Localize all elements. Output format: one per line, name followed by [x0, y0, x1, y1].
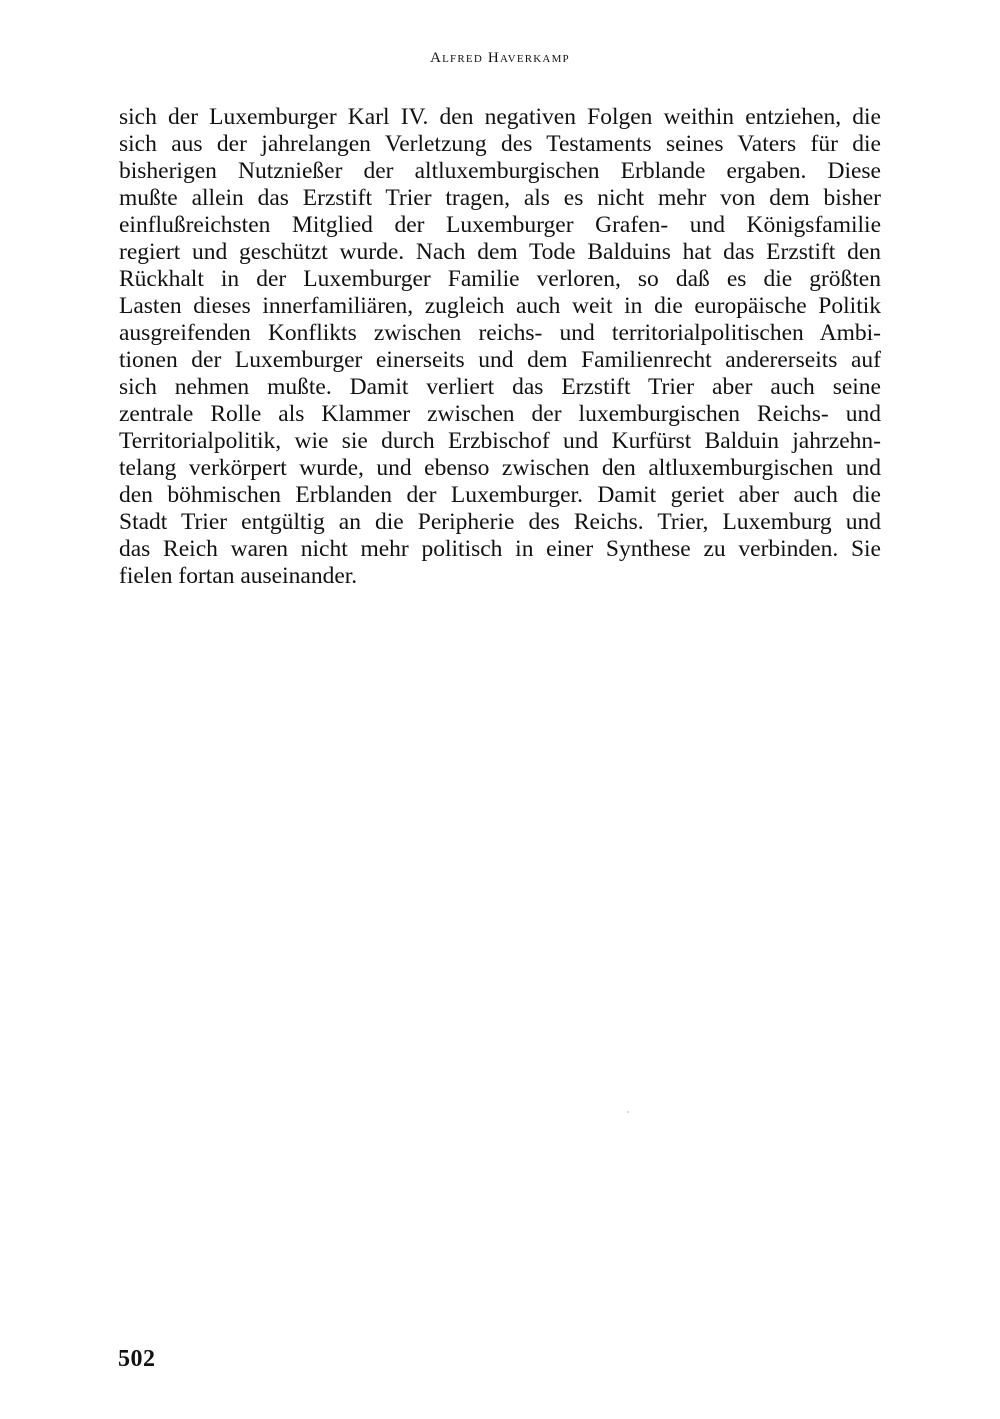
text-line: regiert und geschützt wurde. Nach dem Tode Balduins hat das Erzstift den — [119, 239, 881, 265]
text-line: ausgreifenden Konflikts zwischen reichs- und territorialpolitischen Ambi- — [119, 320, 881, 346]
text-line: Stadt Trier entgültig an die Peripherie des Reichs. Trier, Luxemburg und — [119, 509, 881, 535]
running-head: Alfred Haverkamp — [430, 50, 570, 66]
text-line: tionen der Luxemburger einerseits und dem Familienrecht andererseits auf — [119, 347, 881, 373]
body-paragraph — [119, 104, 881, 590]
text-line-last: fielen fortan auseinander. — [119, 563, 358, 589]
text-line: mußte allein das Erzstift Trier tragen, als es nicht mehr von dem bisher — [119, 185, 881, 211]
text-line: sich der Luxemburger Karl IV. den negativen Folgen weithin entziehen, die — [119, 104, 881, 130]
text-line: bisherigen Nutznießer der altluxemburgischen Erblande ergaben. Diese — [119, 158, 881, 184]
text-line: das Reich waren nicht mehr politisch in einer Synthese zu verbinden. Sie — [119, 536, 881, 562]
text-line: sich aus der jahrelangen Verletzung des Testaments seines Vaters für die — [119, 131, 881, 157]
text-line: telang verkörpert wurde, und ebenso zwischen den altluxemburgischen und — [119, 455, 881, 481]
text-line: den böhmischen Erblanden der Luxemburger. Damit geriet aber auch die — [119, 482, 881, 508]
text-line: sich nehmen mußte. Damit verliert das Erzstift Trier aber auch seine — [119, 374, 881, 400]
text-line: Territorialpolitik, wie sie durch Erzbischof und Kurfürst Balduin jahrzehn- — [119, 428, 881, 454]
text-line: zentrale Rolle als Klammer zwischen der luxemburgischen Reichs- und — [119, 401, 881, 427]
text-line: Lasten dieses innerfamiliären, zugleich auch weit in die europäische Politik — [119, 293, 881, 319]
page-number: 502 — [118, 1346, 156, 1372]
text-line: Rückhalt in der Luxemburger Familie verloren, so daß es die größten — [119, 266, 881, 292]
scan-speck — [627, 1111, 629, 1113]
text-line: einflußreichsten Mitglied der Luxemburger Grafen- und Königsfamilie — [119, 212, 881, 238]
